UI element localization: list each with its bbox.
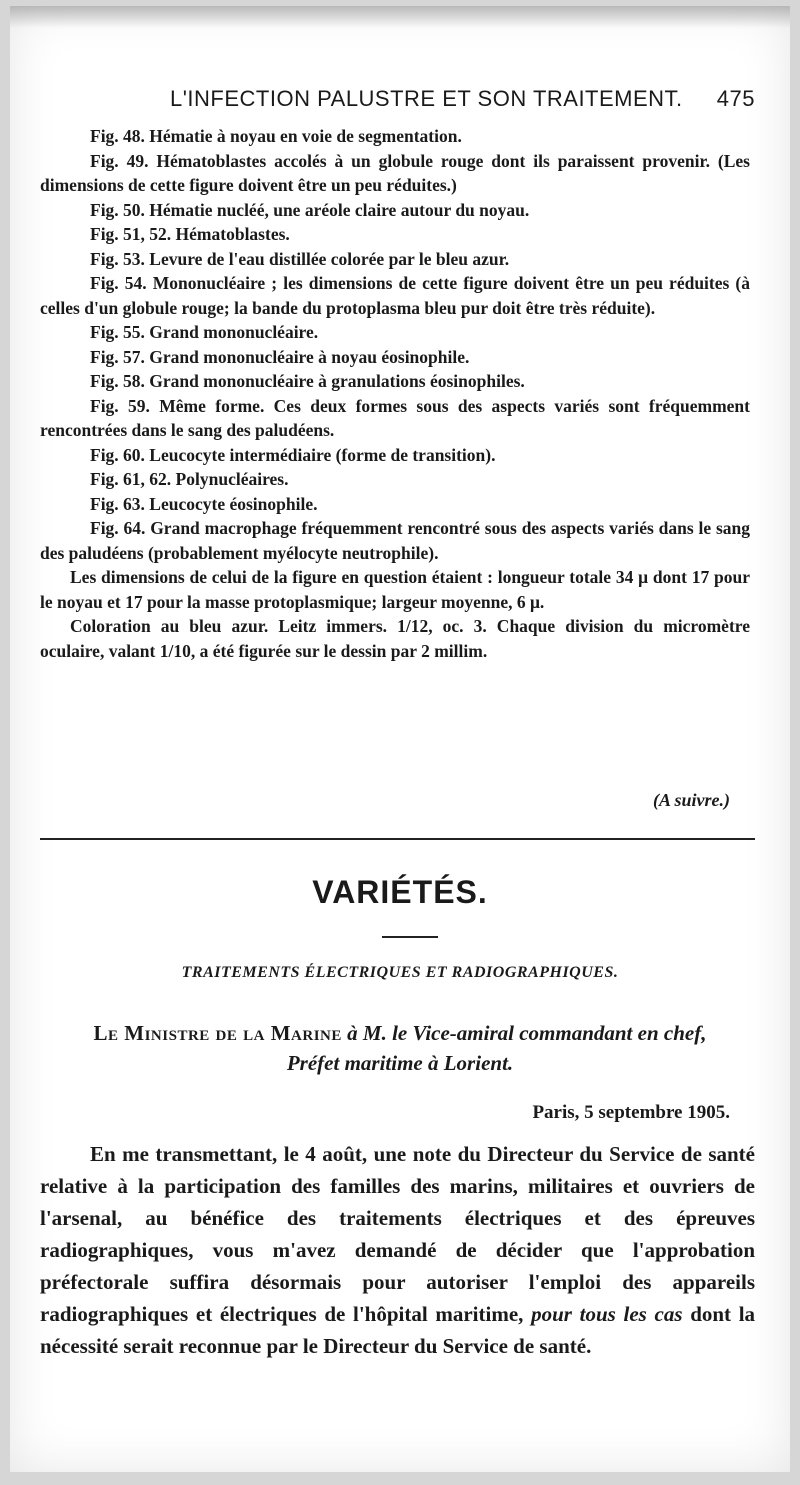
figure-legend: Fig. 61, 62. Polynucléaires. — [90, 469, 289, 489]
figure-legend: Fig. 59. Même forme. Ces deux formes sous des aspects variés sont fréquemment rencontrées dans le sang des paludéens. — [40, 395, 750, 440]
address-line-1 — [50, 1018, 750, 1048]
figure-legend: Fig. 48. Hématie à noyau en voie de segmentation. — [90, 126, 462, 146]
section-subtitle: TRAITEMENTS ÉLECTRIQUES ET RADIOGRAPHIQUES. — [181, 964, 619, 981]
letter-body-part-2: dont la nécessité serait reconnue par le Directeur du Service de santé. — [40, 1302, 756, 1358]
address-from: Le Ministre de la Marine — [93, 1021, 342, 1045]
figure-legend: Fig. 58. Grand mononucléaire à granulations éosinophiles. — [90, 371, 525, 391]
figure-legend: Fig. 57. Grand mononucléaire à noyau éosinophile. — [90, 346, 470, 367]
book-page — [10, 6, 790, 1472]
title-underline — [382, 936, 438, 938]
letter-dateline: Paris, 5 septembre 1905. — [532, 1102, 730, 1123]
figure-legend: Fig. 49. Hématoblastes accolés à un globule rouge dont ils paraissent provenir. (Les dimensions de cette figure doivent être un peu réduites.) — [40, 150, 750, 195]
address-to: M. le Vice-amiral commandant en chef, — [362, 1021, 707, 1045]
figure-legend: Fig. 53. Levure de l'eau distillée colorée par le bleu azur. — [90, 248, 510, 269]
staining-note: Coloration au bleu azur. Leitz immers. 1/12, oc. 3. Chaque division du micromètre oculaire, valant 1/10, a été figurée sur le dessin par 2 millim. — [40, 616, 750, 661]
figure-legend: Fig. 51, 52. Hématoblastes. — [90, 224, 290, 244]
address-to-prefix: à — [347, 1021, 358, 1045]
address-line-2: Préfet maritime à Lorient. — [286, 1051, 514, 1075]
figure-legend: Fig. 63. Leucocyte éosinophile. — [90, 493, 318, 514]
letter-body-emphasis: pour tous les cas — [531, 1302, 683, 1326]
figure-legend: Fig. 55. Grand mononucléaire. — [90, 322, 319, 342]
letter-body — [40, 1138, 755, 1362]
running-title: L'INFECTION PALUSTRE ET SON TRAITEMENT. — [170, 86, 683, 111]
section-divider — [40, 838, 755, 840]
figure-legends — [40, 124, 750, 663]
section-title: VARIÉTÉS. — [312, 874, 488, 910]
to-be-continued: (A suivre.) — [652, 790, 730, 810]
letter-address — [50, 1018, 750, 1078]
figure-legend: Fig. 64. Grand macrophage fréquemment rencontré sous des aspects variés dans le sang des paludéens (probablement myélocyte neutrophile). — [40, 518, 750, 563]
letter-body-part-1: En me transmettant, le 4 août, une note du Directeur du Service de santé relative à la participation des familles des marins, militaires et ouvriers de l'arsenal, au bénéfice des traitements électriques et des épreuves radiographiques, vous m'avez demandé de décider que l'approbation préfectorale suffira désormais pour autoriser l'emploi des appareils radiographiques et électriques de l'hôpital maritime, — [40, 1142, 755, 1326]
figure-legend: Fig. 60. Leucocyte intermédiaire (forme de transition). — [90, 444, 496, 465]
running-header — [170, 86, 755, 112]
measurement-note: Les dimensions de celui de la figure en question étaient : longueur totale 34 μ dont 17 pour le noyau et 17 pour la masse protoplasmique; largeur moyenne, 6 μ. — [40, 567, 750, 612]
figure-legend: Fig. 50. Hématie nucléé, une aréole claire autour du noyau. — [90, 199, 530, 220]
figure-legend: Fig. 54. Mononucléaire ; les dimensions de cette figure doivent être un peu réduites (à celles d'un globule rouge; la bande du protoplasma bleu pur doit être très réduite). — [40, 273, 750, 318]
page-number: 475 — [716, 86, 755, 111]
scan-edge-shadow — [10, 6, 790, 28]
